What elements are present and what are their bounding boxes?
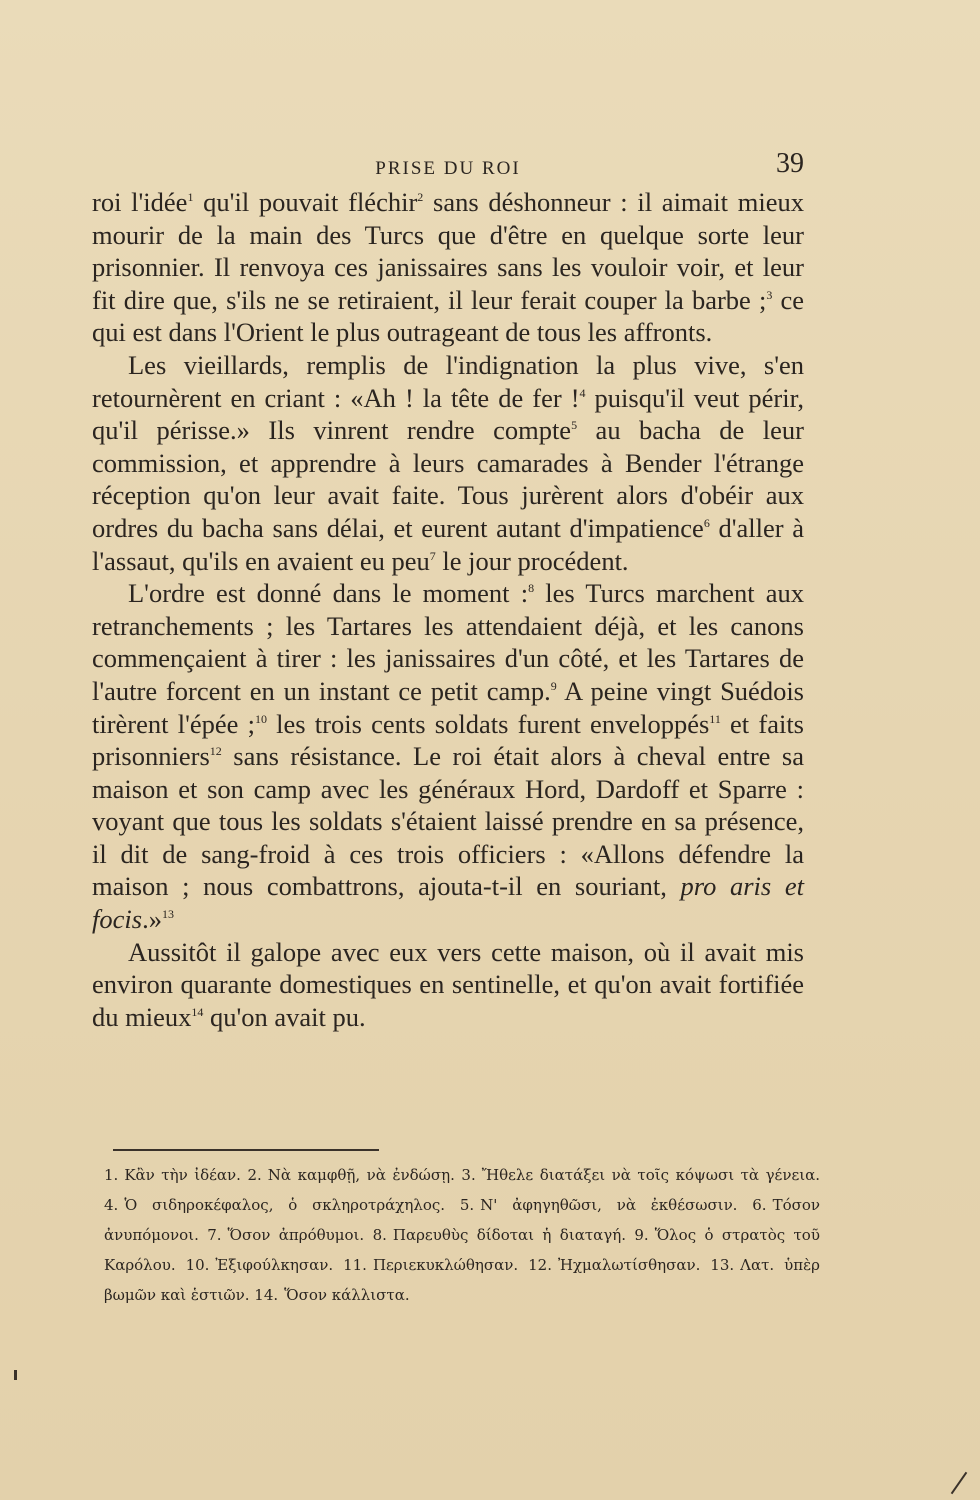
footnote-ref: 13: [161, 907, 174, 922]
footnote-ref: 2: [417, 190, 424, 205]
footnote-text: Κἂν τὴν ἰδέαν.: [124, 1166, 241, 1184]
text-run: Les vieillards, remplis de l'indignation la plus vive, s'en retournèrent en criant : «Ah ! la tête de fer !: [92, 349, 804, 413]
footnote: [186, 1256, 334, 1274]
footnote-ref: 6: [703, 516, 710, 531]
footnote: [254, 1286, 409, 1304]
footnote-divider: [113, 1149, 379, 1151]
paragraph: [92, 349, 804, 577]
footnote: [247, 1166, 454, 1184]
page-number: 39: [776, 148, 804, 179]
paragraph: [92, 577, 804, 936]
footnote-text: Ἤθελε διατάξει νὰ τοῖς κόψωσι τὰ γένεια.: [481, 1166, 820, 1184]
footnote: [373, 1226, 626, 1244]
text-run: au bacha de leur commission, et apprendre à leurs camarades à Bender l'étrange réception qu'on leur avait faite. Tous jurèrent alors d'obéir aux ordres du bacha sans délai, et eurent autant d'impatience: [92, 415, 804, 543]
footnote-number: 3.: [461, 1166, 476, 1184]
footnote-number: 5.: [459, 1196, 475, 1214]
footnote-number: 7.: [207, 1226, 222, 1244]
text-run: qu'il pouvait fléchir: [193, 187, 418, 217]
footnote-text: Ἠχμαλωτίσθησαν.: [557, 1256, 701, 1274]
text-run: qu'on avait pu.: [203, 1001, 366, 1032]
footnote-ref: 9: [550, 679, 557, 694]
running-title: PRISE DU ROI: [375, 158, 521, 179]
footnote-number: 11.: [343, 1256, 367, 1274]
text-run: les trois cents soldats furent enveloppés: [266, 708, 710, 739]
footnote-ref: 4: [579, 385, 586, 400]
footnote: [528, 1256, 700, 1274]
footnote: [461, 1166, 820, 1184]
text-run: roi l'idée: [92, 187, 188, 217]
footnote-text: Ὅλος ὁ στρατὸς τοῦ Καρόλου.: [104, 1226, 820, 1274]
footnote-ref: 11: [709, 711, 721, 726]
text-run: d'aller à l'assaut, qu'ils en avaient eu peu: [92, 512, 804, 576]
text-run: et faits prisonniers: [92, 708, 804, 772]
text-run: ce qui est dans l'Orient le plus outrageant de tous les affronts.: [92, 284, 804, 348]
footnote-number: 1.: [104, 1166, 119, 1184]
text-run: puisqu'il veut périr, qu'il périsse.» Ils vinrent rendre compte: [92, 382, 804, 446]
footnote-number: 14.: [254, 1286, 279, 1304]
footnote-text: Λατ. ὑπὲρ βωμῶν καὶ ἑστιῶν.: [104, 1256, 820, 1304]
text-run: les Turcs marchent aux retranchements ; les Tartares les attendaient déjà, et les canons commençaient à tirer : les janissaires d'un côté, et les Tartares de l'autre forcent en un instant ce petit camp.: [92, 578, 804, 706]
footnote-text: Ἐξιφούλκησαν.: [215, 1256, 334, 1274]
footnotes: [104, 1160, 820, 1310]
footnote-ref: 10: [254, 711, 267, 726]
text-run: le jour procédent.: [435, 545, 629, 576]
text-run: L'ordre est donné dans le moment :: [128, 578, 529, 609]
margin-mark: [14, 1370, 17, 1380]
body-text: [92, 186, 804, 1033]
footnote-ref: 5: [571, 418, 578, 433]
footnote-ref: 7: [429, 548, 436, 563]
footnote-text: Ὁ σιδηροκέφαλος, ὁ σκληροτράχηλος.: [124, 1196, 446, 1214]
text-run: Aussitôt il galope avec eux vers cette maison, où il avait mis environ quarante domestiques en sentinelle, et qu'on avait fortifiée du mieux: [92, 936, 804, 1032]
footnote-text: Τόσον ἀνυπόμονοι.: [104, 1196, 820, 1244]
footnote-ref: 3: [766, 287, 773, 302]
footnote-text: Ὅσον ἀπρόθυμοι.: [227, 1226, 365, 1244]
text-run: A peine vingt Suédois tirèrent l'épée ;: [92, 675, 804, 739]
footnote-text: Παρευθὺς δίδοται ἡ διαταγή.: [392, 1226, 626, 1244]
footnote-number: 12.: [528, 1256, 552, 1274]
footnote-ref: 1: [187, 190, 194, 205]
footnote-number: 4.: [104, 1196, 119, 1214]
text-run: sans déshonneur : il aimait mieux mourir de la main des Turcs que d'être en quelque sorte leur prisonnier. Il renvoya ces janissaires sans les vouloir voir, et leur fit dire que, s'ils ne se retiraient, il leur ferait couper la barbe ;: [92, 187, 804, 315]
footnote-text: Ν' ἀφηγηθῶσι, νὰ ἐκθέσωσιν.: [480, 1196, 738, 1214]
running-head: [92, 148, 804, 188]
paragraph: [92, 186, 804, 349]
footnote: [104, 1166, 241, 1184]
footnote: [460, 1196, 738, 1214]
footnote-number: 8.: [372, 1226, 387, 1244]
footnote: [207, 1226, 364, 1244]
footnote-number: 9.: [634, 1226, 649, 1244]
corner-crease: [951, 1472, 968, 1494]
footnote-text: Περιεκυκλώθησαν.: [372, 1256, 519, 1274]
footnote-number: 2.: [247, 1166, 262, 1184]
footnote-number: 10.: [185, 1256, 210, 1274]
latin-phrase: pro aris et focis: [92, 871, 804, 935]
footnote: [104, 1196, 445, 1214]
footnote-text: Ὅσον κάλλιστα.: [284, 1286, 410, 1304]
paragraph: [92, 936, 804, 1034]
footnote: [343, 1256, 518, 1274]
footnote-text: Νὰ καμφθῇ, νὰ ἐνδώσῃ.: [267, 1166, 455, 1184]
footnote-ref: 14: [191, 1005, 204, 1020]
text-run: sans résistance. Le roi était alors à cheval entre sa maison et son camp avec les généraux Hord, Dardoff et Sparre : voyant que tous les soldats s'étaient laissé prendre en sa présence, il dit de sang-froid à ces trois officiers : «Allons défendre la maison ; nous combattrons, ajouta-t-il en souriant,: [92, 741, 804, 902]
footnote-ref: 8: [528, 581, 535, 596]
text-run: .»: [142, 904, 162, 935]
footnote-number: 6.: [752, 1196, 767, 1214]
footnote-number: 13.: [710, 1256, 735, 1274]
footnote-ref: 12: [209, 744, 222, 759]
